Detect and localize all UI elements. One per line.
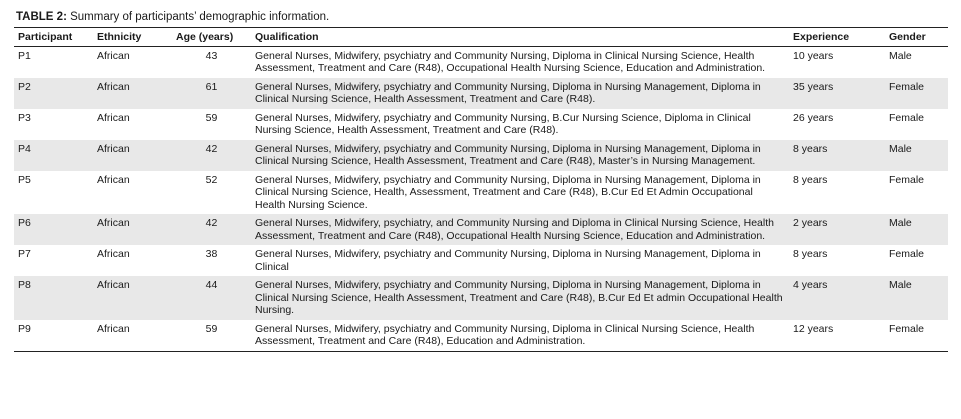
cell-qualification: General Nurses, Midwifery, psychiatry and Community Nursing, Diploma in Clinical Nursing Science, Health Assessment, Treatment and Care (R48), Education and Administration. — [255, 322, 755, 347]
cell-ethnicity: African — [97, 279, 130, 291]
cell-qualification: General Nurses, Midwifery, psychiatry and Community Nursing, Diploma in Clinical Nursing Science, Health Assessment, Treatment and Care (R48), Occupational Health Nursing Science, Education and Administration. — [255, 49, 766, 74]
cell-gender: Male — [889, 217, 912, 229]
cell-ethnicity: African — [97, 80, 130, 93]
header-age: Age (years) — [176, 31, 234, 43]
cell-gender: Female — [889, 80, 925, 93]
cell-gender: Female — [889, 248, 925, 260]
table-row — [14, 171, 948, 215]
cell-age: 52 — [205, 173, 218, 186]
table-row — [14, 46, 948, 78]
cell-age: 42 — [205, 142, 218, 155]
cell-qualification: General Nurses, Midwifery, psychiatry and Community Nursing, Diploma in Nursing Management, Diploma in Clinical — [255, 248, 761, 273]
header-experience: Experience — [793, 31, 850, 43]
cell-participant: P2 — [18, 80, 31, 93]
header-gender: Gender — [889, 31, 926, 43]
cell-age: 42 — [205, 217, 218, 229]
cell-qualification: General Nurses, Midwifery, psychiatry and Community Nursing, Diploma in Nursing Management, Diploma in Clinical Nursing Science, Health, Assessment, Treatment and Care (R48), B.Cur Ed Et Admin Occupational Health Nursing Science. — [255, 173, 761, 211]
table-caption-text: Summary of participants’ demographic information. — [66, 11, 330, 23]
cell-gender: Female — [889, 111, 925, 124]
cell-gender: Male — [889, 49, 912, 62]
table-header-row — [14, 28, 948, 47]
cell-gender: Female — [889, 322, 925, 335]
table-row — [14, 214, 948, 245]
cell-participant: P9 — [18, 322, 31, 335]
cell-participant: P1 — [18, 49, 31, 62]
table-row — [14, 276, 948, 320]
cell-experience: 12 years — [793, 322, 834, 335]
cell-ethnicity: African — [97, 49, 130, 62]
table-row — [14, 109, 948, 140]
cell-participant: P5 — [18, 173, 31, 186]
cell-experience: 8 years — [793, 173, 828, 186]
cell-ethnicity: African — [97, 173, 130, 186]
table-caption-label: TABLE 2: — [16, 11, 67, 23]
demographics-table — [14, 27, 948, 352]
cell-age: 61 — [205, 80, 218, 93]
cell-experience: 10 years — [793, 49, 834, 62]
table-row — [14, 140, 948, 171]
cell-participant: P4 — [18, 142, 31, 155]
header-participant: Participant — [18, 31, 73, 43]
cell-participant: P8 — [18, 279, 31, 291]
table-row — [14, 320, 948, 352]
cell-ethnicity: African — [97, 322, 130, 335]
cell-qualification: General Nurses, Midwifery, psychiatry and Community Nursing, Diploma in Nursing Management, Diploma in Clinical Nursing Science, Health Assessment, Treatment and Care (R48). — [255, 80, 761, 105]
cell-ethnicity: African — [97, 217, 130, 229]
cell-ethnicity: African — [97, 248, 130, 260]
cell-experience: 2 years — [793, 217, 828, 229]
table-body — [14, 46, 948, 351]
cell-participant: P7 — [18, 248, 31, 260]
cell-age: 43 — [205, 49, 218, 62]
cell-qualification: General Nurses, Midwifery, psychiatry, and Community Nursing and Diploma in Clinical Nursing Science, Health Assessment, Treatment and Care (R48), Occupational Health Nursing Science, Education and Administration. — [255, 217, 774, 242]
cell-ethnicity: African — [97, 142, 130, 155]
table-container — [14, 10, 948, 352]
cell-experience: 4 years — [793, 279, 828, 291]
cell-experience: 26 years — [793, 111, 834, 124]
table-caption — [16, 10, 948, 24]
table-row — [14, 245, 948, 276]
cell-qualification: General Nurses, Midwifery, psychiatry and Community Nursing, Diploma in Nursing Management, Diploma in Clinical Nursing Science, Health Assessment, Treatment and Care (R48), B.Cur Ed Et admin Occupational Health Nursing. — [255, 279, 783, 316]
cell-qualification: General Nurses, Midwifery, psychiatry and Community Nursing, Diploma in Nursing Management, Diploma in Clinical Nursing Science, Health Assessment, Treatment and Care (R48), Master’s in Nursing Management. — [255, 142, 761, 167]
cell-experience: 8 years — [793, 142, 828, 155]
cell-ethnicity: African — [97, 111, 130, 124]
cell-experience: 35 years — [793, 80, 834, 93]
table-row — [14, 78, 948, 109]
cell-experience: 8 years — [793, 248, 828, 260]
cell-gender: Female — [889, 173, 925, 186]
cell-gender: Male — [889, 142, 912, 155]
cell-participant: P3 — [18, 111, 31, 124]
header-qualification: Qualification — [255, 31, 319, 43]
cell-qualification: General Nurses, Midwifery, psychiatry and Community Nursing, B.Cur Nursing Science, Diploma in Clinical Nursing Science, Health Assessment, Treatment and Care (R48). — [255, 111, 751, 136]
cell-age: 38 — [205, 248, 218, 260]
cell-age: 59 — [205, 322, 218, 335]
cell-participant: P6 — [18, 217, 31, 229]
cell-gender: Male — [889, 279, 912, 291]
cell-age: 44 — [205, 279, 218, 291]
cell-age: 59 — [205, 111, 218, 124]
header-ethnicity: Ethnicity — [97, 31, 142, 43]
